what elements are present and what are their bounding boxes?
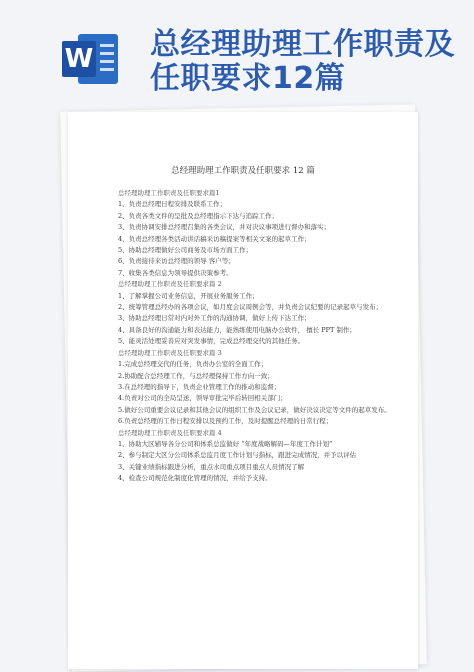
list-item: 2、负责各类文件的呈批及总经理指示下达与追踪工作； <box>118 211 279 220</box>
document-page <box>68 112 418 669</box>
list-item: 1、负责总经理日程安排及联系工作； <box>118 200 227 209</box>
word-document-icon <box>62 34 118 84</box>
list-item: 3.在总经理的指导下，负责企业管理工作的推动和监督； <box>118 382 281 391</box>
list-item: 4、具备良好的沟通能力和表达能力，能熟练使用电脑办公软件， 擅长 PPT 制作； <box>118 325 356 334</box>
list-item: 7、收集各类信息为领导提供决策参考。 <box>118 268 233 277</box>
word-icon-letter: W <box>62 41 96 77</box>
header <box>0 0 474 112</box>
section-heading: 总经理助理工作职责及任职要求篇 3 <box>118 348 222 357</box>
list-item: 3、负责协调安排总经理召集的各类会议，并对决议事项进行督办和落实； <box>118 223 331 232</box>
list-item: 5、能灵活处理妥善应对突发事情，完成总经理交代的其他任务。 <box>118 337 305 346</box>
list-item: 1.完成总经理交代的任务，负责办公室的全面工作； <box>118 360 268 369</box>
list-item: 5.做好公司重要会议记录和其他会议的组织工作及会议记录，做好决议决定等文件的起草发布。 <box>118 405 391 414</box>
page-title: 总经理助理工作职责及任职要求12篇 <box>150 27 455 96</box>
section-heading: 总经理助理工作职责及任职要求篇 2 <box>118 280 222 289</box>
document-body <box>118 188 404 485</box>
list-item: 4、检查公司规范化制度化管理的情况，并给予支持。 <box>118 474 272 483</box>
list-item: 5、协助总经理做好公司商务及市场方面工作； <box>118 246 253 255</box>
section-heading: 总经理助理工作职责及任职要求篇1 <box>118 189 220 197</box>
list-item: 1、了解掌握公司业务信息，开展业务服务工作； <box>118 291 259 300</box>
document-title: 总经理助理工作职责及任职要求 12 篇 <box>171 166 315 176</box>
list-item: 2.协助配合总经理工作，与总经理保持工作方向一致； <box>118 371 274 380</box>
list-item: 1、协助大区辅导各分公司和体系总监做好 “年度战略解码—年度工作计划” <box>118 439 333 448</box>
section-heading: 总经理助理工作职责及任职要求篇 4 <box>118 428 222 437</box>
list-item: 2、参与制定大区分公司体系总监月度工作计划与指标，跟进完成情况，并予以评估 <box>118 451 357 460</box>
list-item: 4.负责对公司的全局呈送，领导审批完毕后转回相关部门； <box>118 394 287 403</box>
list-item: 6、负责接待来访总经理的领导 客户等； <box>118 257 235 266</box>
list-item: 6.负责总经理的工作日程安排以及预约工作，及时提醒总经理的日常行程； <box>118 417 333 426</box>
list-item: 3、关键业绩指标跟进分析，重点水司重点项目重点人员情况了解 <box>118 462 305 471</box>
list-item: 2、统筹管理总经办的各项会议，如月度会议周例会等，并负责会议纪要的记录起草与发布； <box>118 303 383 312</box>
list-item: 4、负责总经理各类活动讲话稿采访稿提案等相关文案的起草工作； <box>118 234 311 243</box>
list-item: 3、协助总经理日常对内对外工作的沟通协调，做好上传下达工作； <box>118 314 311 323</box>
